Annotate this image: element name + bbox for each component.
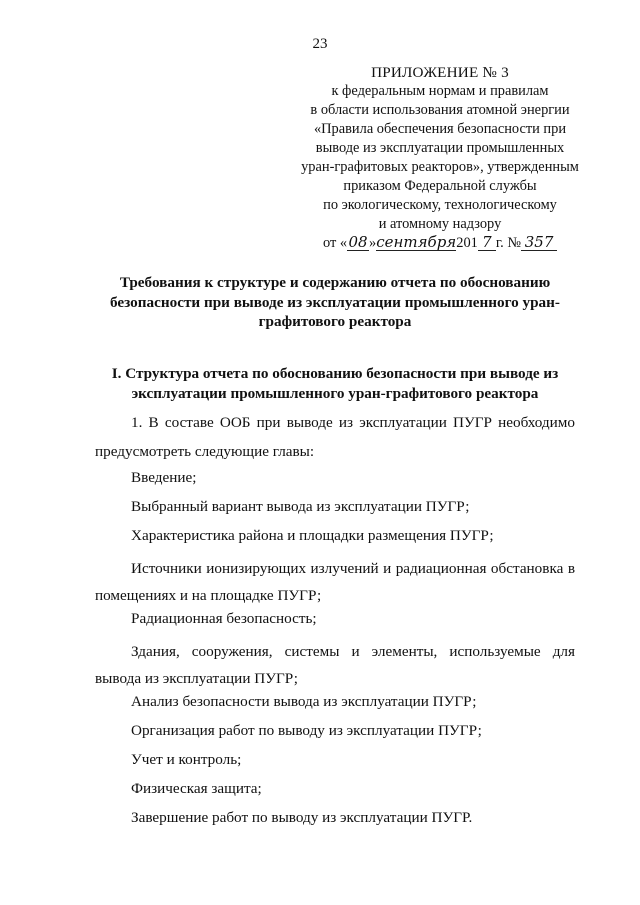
approval-year-prefix: 201: [456, 235, 478, 251]
annex-line: в области использования атомной энергии: [310, 102, 570, 118]
approval-month: сентября: [376, 233, 457, 251]
chapter-item: Физическая защита;: [131, 780, 262, 797]
annex-title: ПРИЛОЖЕНИЕ № 3: [371, 64, 509, 81]
chapter-item: Радиационная безопасность;: [131, 610, 317, 627]
annex-line: по экологическому, технологическому: [323, 197, 557, 213]
approval-prefix: от «: [322, 235, 348, 251]
chapter-item: Введение;: [131, 469, 197, 486]
section-heading: I. Структура отчета по обоснованию безопасности при выводе из эксплуатации промышленного уран-графитового реактора: [111, 365, 559, 402]
chapter-item: Источники ионизирующих излучений и радиационная обстановка в помещениях и на площадке ПУГР;: [95, 560, 575, 604]
annex-line: и атомному надзору: [378, 216, 502, 232]
page-number: 23: [312, 36, 328, 52]
chapter-item: Учет и контроль;: [131, 751, 242, 768]
annex-line: «Правила обеспечения безопасности при: [313, 121, 567, 137]
annex-line: к федеральным нормам и правилам: [331, 83, 549, 99]
approval-year-label: г. №: [495, 235, 522, 251]
document-heading: Требования к структуре и содержанию отчета по обоснованию безопасности при выводе из эксплуатации промышленного уран-графитового реактора: [110, 274, 560, 330]
chapter-item: Анализ безопасности вывода из эксплуатации ПУГР;: [131, 693, 477, 710]
annex-line: выводе из эксплуатации промышленных: [315, 140, 565, 156]
approval-number: 357: [521, 234, 557, 251]
annex-line: приказом Федеральной службы: [343, 178, 537, 194]
chapter-item: Организация работ по выводу из эксплуатации ПУГР;: [131, 722, 482, 739]
approval-line: [290, 234, 590, 254]
chapter-item: Завершение работ по выводу из эксплуатации ПУГР.: [131, 809, 473, 826]
approval-year-suffix: 7: [478, 234, 496, 251]
annex-line: уран-графитовых реакторов», утвержденным: [301, 159, 579, 175]
chapter-item: Здания, сооружения, системы и элементы, используемые для вывода из эксплуатации ПУГР;: [95, 643, 575, 687]
approval-quote-close: »: [369, 235, 377, 251]
section-body: [95, 408, 575, 837]
chapter-item: Характеристика района и площадки размещения ПУГР;: [131, 527, 494, 544]
chapter-item: Выбранный вариант вывода из эксплуатации ПУГР;: [131, 498, 470, 515]
approval-day: 08: [348, 233, 368, 251]
annex-block: [290, 63, 590, 254]
intro-paragraph: 1. В составе ООБ при выводе из эксплуатации ПУГР необходимо предусмотреть следующие главы:: [95, 414, 575, 460]
